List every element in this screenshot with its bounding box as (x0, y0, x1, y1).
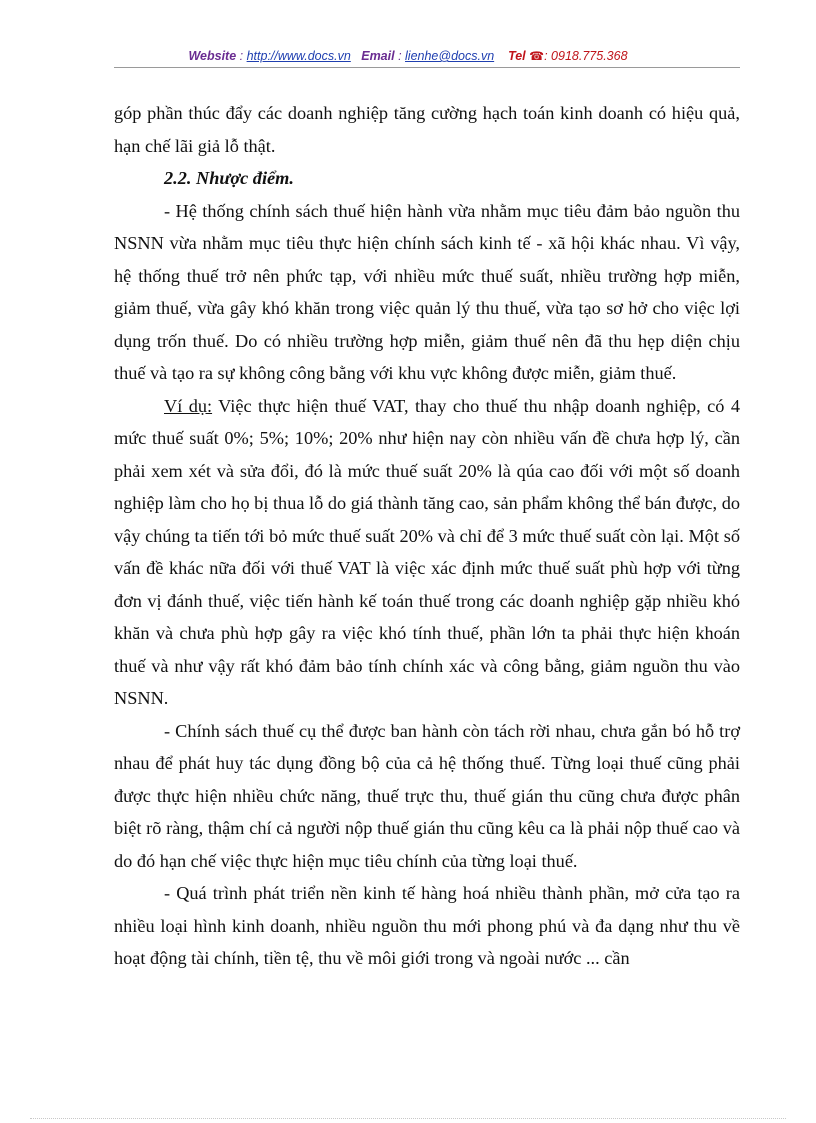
footer-divider (30, 1118, 786, 1119)
email-separator: : (394, 49, 406, 63)
example-label: Ví dụ: (164, 395, 213, 416)
page-header (0, 47, 816, 65)
paragraph-disadvantage-2: - Chính sách thuế cụ thể được ban hành còn tách rời nhau, chưa gắn bó hỗ trợ nhau để phát huy tác dụng đồng bộ của cả hệ thống thuế. Từng loại thuế cũng phải được thực hiện nhiều chức năng, thuế trực thu, thuế gián thu cũng chưa được phân biệt rõ ràng, thậm chí cả người nộp thuế gián thu cũng kêu ca là phải nộp thuế cao và do đó hạn chế việc thực hiện mục tiêu chính của từng loại thuế. (114, 720, 740, 871)
email-link[interactable]: lienhe@docs.vn (405, 49, 495, 63)
example-text: Việc thực hiện thuế VAT, thay cho thuế thu nhập doanh nghiệp, có 4 mức thuế suất 0%; 5%; 10%; 20% như hiện nay còn nhiều vấn đề chưa hợp lý, cần phải xem xét và sửa đổi, đó là mức thuế suất 20% là qúa cao đối với một số doanh nghiệp làm cho họ bị thua lỗ do giá thành tăng cao, sản phẩm không thể bán được, do vậy chúng ta tiến tới bỏ mức thuế suất 20% và chỉ để 3 mức thuế suất còn lại. Một số vấn đề khác nữa đối với thuế VAT là việc xác định mức thuế suất phù hợp với từng đơn vị đánh thuế, việc tiến hành kế toán thuế trong các doanh nghiệp gặp nhiều khó khăn và chưa phù hợp gây ra việc khó tính thuế, phần lớn ta phải thực hiện khoán thuế và như vậy rất khó đảm bảo tính chính xác và công bằng, giảm nguồn thu vào NSNN. (114, 395, 740, 708)
tel-label: Tel (508, 49, 526, 63)
website-label: Website (188, 49, 237, 63)
header-divider (114, 67, 740, 68)
email-label: Email (361, 49, 395, 63)
paragraph-disadvantage-1: - Hệ thống chính sách thuế hiện hành vừa nhằm mục tiêu đảm bảo nguồn thu NSNN vừa nhằm mục tiêu thực hiện chính sách kinh tế - xã hội khác nhau. Vì vậy, hệ thống thuế trở nên phức tạp, với nhiều mức thuế suất, nhiều trường hợp miễn, giảm thuế, vừa gây khó khăn trong việc quản lý thu thuế, vừa tạo sơ hở cho việc lợi dụng trốn thuế. Do có nhiều trường hợp miễn, giảm thuế nên đã thu hẹp diện chịu thuế và tạo ra sự không công bằng với khu vực không được miễn, giảm thuế. (114, 200, 740, 383)
phone-icon: ☎ (529, 49, 545, 63)
website-separator: : (236, 49, 247, 63)
section-heading: 2.2. Nhược điểm. (164, 168, 294, 188)
paragraph-example (114, 390, 740, 715)
website-link[interactable]: http://www.docs.vn (246, 49, 351, 63)
paragraph-intro: góp phần thúc đẩy các doanh nghiệp tăng cường hạch toán kinh doanh có hiệu quả, hạn chế lãi giả lỗ thật. (114, 103, 740, 156)
tel-number: : 0918.775.368 (544, 49, 628, 63)
paragraph-disadvantage-3: - Quá trình phát triển nền kinh tế hàng hoá nhiều thành phần, mở cửa tạo ra nhiều loại hình kinh doanh, nhiều nguồn thu mới phong phú và đa dạng như thu về hoạt động tài chính, tiền tệ, thu về môi giới trong và ngoài nước ... cần (114, 883, 740, 968)
document-body (114, 97, 740, 975)
